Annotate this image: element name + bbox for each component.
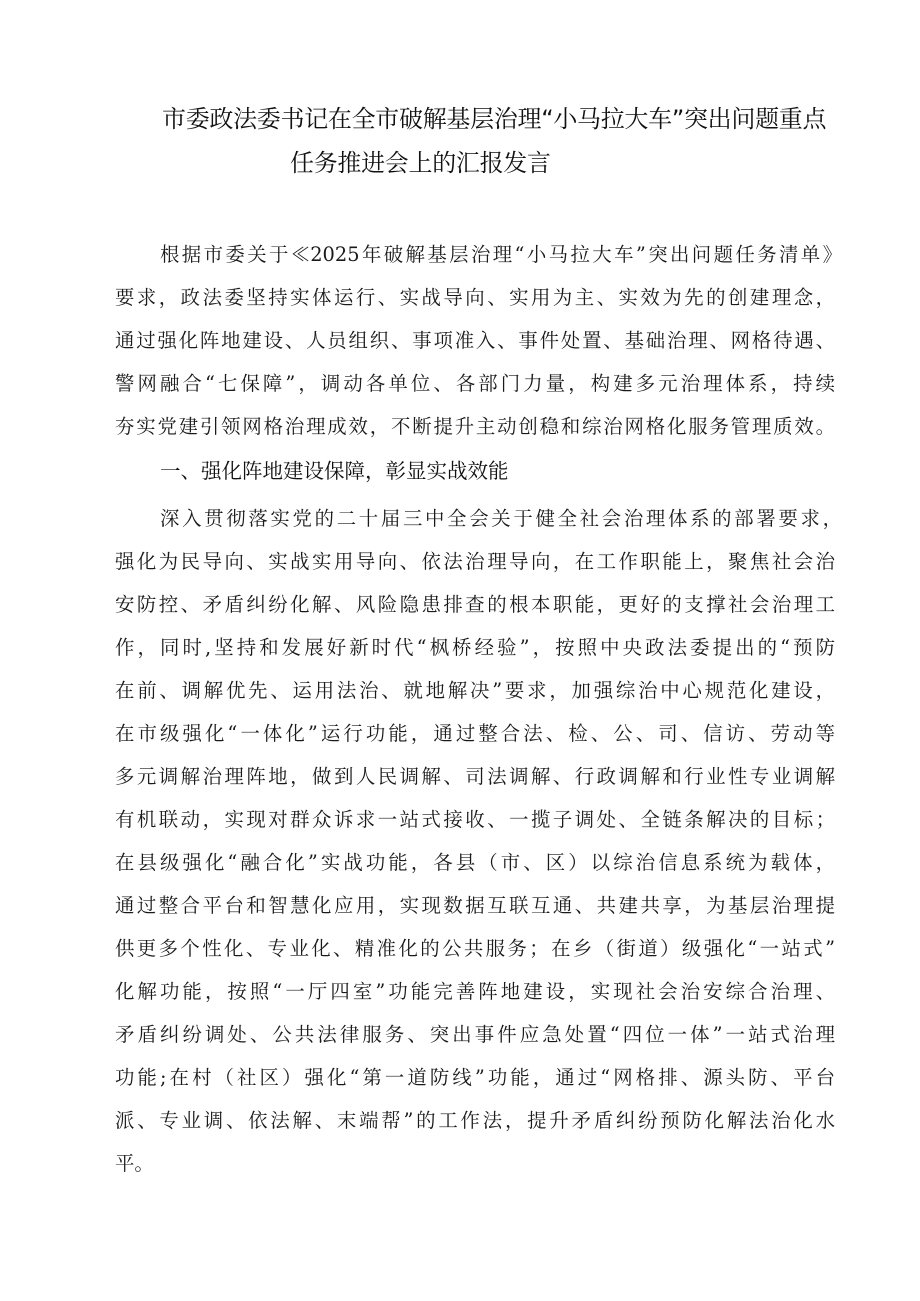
body-line: 化解功能，按照“一厅四室”功能完善阵地建设，实现社会治安综合治理、 (115, 980, 835, 1003)
section-1-heading: 一、强化阵地建设保障，彰显实战效能 (160, 459, 509, 483)
body-line: 深入贯彻落实党的二十届三中全会关于健全社会治理体系的部署要求， (160, 507, 842, 530)
document-title-line-1: 市委政法委书记在全市破解基层治理“小马拉大车”突出问题重点 (162, 105, 827, 133)
body-line: 在县级强化“融合化”实战功能，各县（市、区）以综治信息系统为载体， (115, 851, 835, 874)
body-line: 在市级强化“一体化”运行功能，通过整合法、检、公、司、信访、劳动等 (115, 722, 835, 745)
body-line: 安防控、矛盾纠纷化解、风险隐患排查的根本职能，更好的支撑社会治理工 (115, 593, 835, 616)
body-line: 通过整合平台和智慧化应用，实现数据互联互通、共建共享，为基层治理提 (115, 894, 835, 917)
body-line: 作，同时,坚持和发展好新时代“枫桥经验”，按照中央政法委提出的“预防 (115, 636, 835, 659)
intro-line: 根据市委关于≪2025年破解基层治理“小马拉大车”突出问题任务清单》 (160, 243, 842, 266)
body-line: 功能;在村（社区）强化“第一道防线”功能，通过“网格排、源头防、平台 (115, 1066, 835, 1089)
body-line: 矛盾纠纷调处、公共法律服务、突出事件应急处置“四位一体”一站式治理 (115, 1023, 835, 1046)
intro-line: 通过强化阵地建设、人员组织、事项准入、事件处置、基础治理、网格待遇、 (115, 329, 835, 352)
body-line: 有机联动，实现对群众诉求一站式接收、一揽子调处、全链条解决的目标； (115, 808, 835, 831)
body-line: 平。 (115, 1152, 154, 1175)
intro-line: 警网融合“七保障”，调动各单位、各部门力量，构建多元治理体系，持续 (115, 372, 835, 395)
intro-line: 要求，政法委坚持实体运行、实战导向、实用为主、实效为先的创建理念， (115, 286, 835, 309)
body-line: 多元调解治理阵地，做到人民调解、司法调解、行政调解和行业性专业调解 (115, 765, 835, 788)
intro-line: 夯实党建引领网格治理成效，不断提升主动创稳和综治网格化服务管理质效。 (115, 415, 835, 438)
body-line: 派、专业调、依法解、末端帮”的工作法，提升矛盾纠纷预防化解法治化水 (115, 1109, 835, 1132)
document-title-line-2: 任务推进会上的汇报发言 (290, 149, 551, 177)
body-line: 供更多个性化、专业化、精准化的公共服务；在乡（街道）级强化“一站式” (115, 937, 835, 960)
body-line: 在前、调解优先、运用法治、就地解决”要求，加强综治中心规范化建设， (115, 679, 835, 702)
body-line: 强化为民导向、实战实用导向、依法治理导向，在工作职能上，聚焦社会治 (115, 550, 835, 573)
